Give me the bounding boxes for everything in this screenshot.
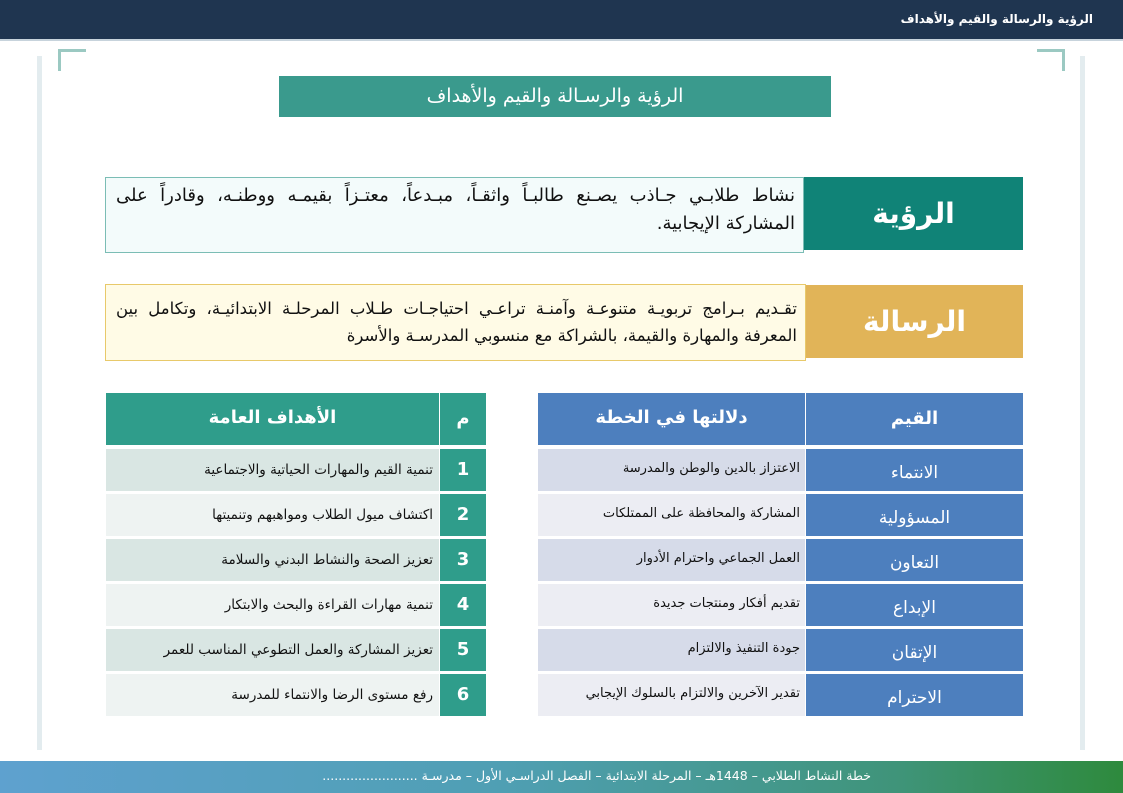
value-name: الإبداع — [806, 584, 1023, 626]
goal-text: اكتشاف ميول الطلاب ومواهبهم وتنميتها — [106, 494, 439, 536]
goal-text: رفع مستوى الرضا والانتماء للمدرسة — [106, 674, 439, 716]
top-bar — [0, 0, 1123, 39]
goal-text: تنمية القيم والمهارات الحياتية والاجتماعية — [106, 449, 439, 491]
footer-text: خطة النشاط الطلابي – 1448هـ – المرحلة الابتدائية – الفصل الدراسـي الأول – مدرسـة ........................ — [322, 768, 871, 783]
value-name: الاحترام — [806, 674, 1023, 716]
values-header-description: دلالتها في الخطة — [538, 393, 805, 445]
mission-label: الرسالة — [806, 285, 1023, 358]
value-description: العمل الجماعي واحترام الأدوار — [538, 539, 805, 581]
mission-text: تقـديم بـرامج تربويـة متنوعـة وآمنـة تراعـي احتياجـات طـلاب المرحلـة الابتدائيـة، وتكامل بين المعرفة والمهارة والقيمة، بالشراكة مع منسوبي المدرسـة والأسرة — [105, 284, 806, 361]
top-bar-divider — [0, 39, 1123, 41]
goals-header-title: الأهداف العامة — [106, 393, 439, 445]
value-description: الاعتزاز بالدين والوطن والمدرسة — [538, 449, 805, 491]
frame-left-border — [37, 56, 42, 750]
values-header-name: القيم — [806, 393, 1023, 445]
value-name: التعاون — [806, 539, 1023, 581]
goal-number: 1 — [440, 449, 486, 491]
frame-right-border — [1080, 56, 1085, 750]
goal-number: 2 — [440, 494, 486, 536]
footer-bar — [0, 761, 1123, 793]
goals-header-number: م — [440, 393, 486, 445]
goal-text: تعزيز المشاركة والعمل التطوعي المناسب للعمر — [106, 629, 439, 671]
vision-label: الرؤية — [804, 177, 1023, 250]
value-name: المسؤولية — [806, 494, 1023, 536]
page-title: الرؤية والرسـالة والقيم والأهداف — [279, 76, 831, 117]
goal-number: 4 — [440, 584, 486, 626]
goal-number: 5 — [440, 629, 486, 671]
value-description: المشاركة والمحافظة على الممتلكات — [538, 494, 805, 536]
goal-number: 6 — [440, 674, 486, 716]
vision-text: نشاط طلابـي جـاذب يصـنع طالبـاً واثقـاً، مبـدعاً، معتـزاً بقيمـه ووطنـه، وقادراً على المشاركة الإيجابية. — [105, 177, 804, 253]
goal-number: 3 — [440, 539, 486, 581]
value-name: الإتقان — [806, 629, 1023, 671]
value-description: تقدير الآخرين والالتزام بالسلوك الإيجابي — [538, 674, 805, 716]
corner-decoration-right — [1037, 49, 1065, 71]
corner-decoration-left — [58, 49, 86, 71]
value-name: الانتماء — [806, 449, 1023, 491]
value-description: جودة التنفيذ والالتزام — [538, 629, 805, 671]
value-description: تقديم أفكار ومنتجات جديدة — [538, 584, 805, 626]
goal-text: تنمية مهارات القراءة والبحث والابتكار — [106, 584, 439, 626]
goal-text: تعزيز الصحة والنشاط البدني والسلامة — [106, 539, 439, 581]
header-title: الرؤية والرسالة والقيم والأهداف — [900, 12, 1093, 26]
